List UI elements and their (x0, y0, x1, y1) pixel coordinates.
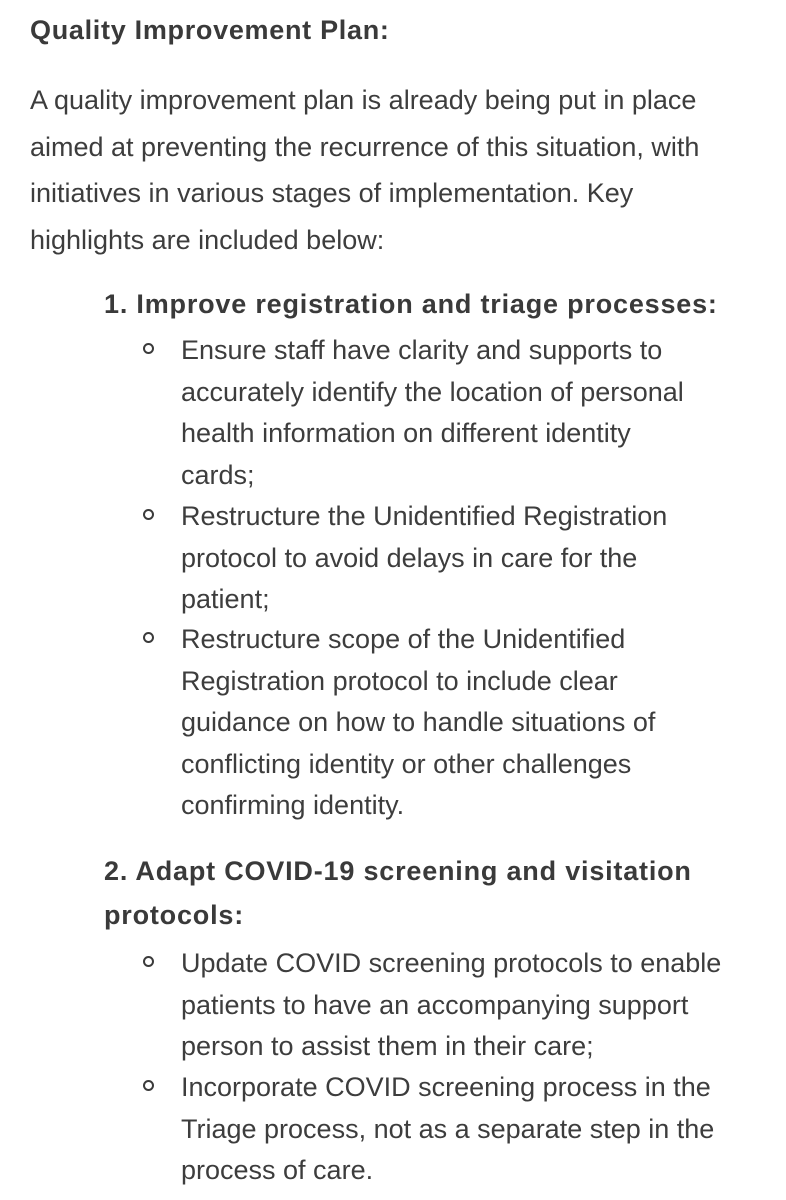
list-section-title-line: 2. Adapt COVID-19 screening and visitation (104, 856, 692, 886)
intro-line: aimed at preventing the recurrence of this situation, with (30, 131, 700, 162)
list-item-line: confirming identity. (181, 790, 405, 820)
list-section-title (104, 282, 718, 326)
list-item-line: Incorporate COVID screening process in the (181, 1072, 711, 1102)
list-item-line: health information on different identity (181, 418, 631, 448)
list-item-text (181, 330, 684, 496)
list-item-line: accurately identify the location of personal (181, 376, 684, 407)
list-section-title-line: protocols: (104, 900, 244, 930)
list-item-line: Update COVID screening protocols to enable (181, 948, 722, 978)
list-item-line: patient; (181, 584, 270, 614)
list-item-text (181, 943, 721, 1068)
list-item-line: process of care. (181, 1155, 374, 1185)
list-item-text (181, 1067, 714, 1192)
list-item-line: Registration protocol to include clear (181, 665, 618, 696)
intro-paragraph (30, 77, 770, 263)
circle-bullet-icon (143, 632, 154, 643)
list-item-text (181, 619, 655, 827)
list-item-line: Ensure staff have clarity and supports to (181, 335, 663, 365)
intro-line: highlights are included below: (30, 224, 385, 255)
circle-bullet-icon (143, 1080, 154, 1091)
list-item-text (181, 496, 667, 621)
circle-bullet-icon (143, 509, 154, 520)
list-item-line: Restructure scope of the Unidentified (181, 624, 626, 654)
section-heading: Quality Improvement Plan: (30, 15, 390, 45)
list-item-line: patients to have an accompanying support (181, 989, 689, 1020)
intro-line: A quality improvement plan is already being put in place (30, 85, 697, 115)
list-item-line: cards; (181, 459, 255, 490)
list-item-line: Triage process, not as a separate step in the (181, 1113, 715, 1144)
list-section-title (104, 849, 692, 937)
list-item-line: person to assist them in their care; (181, 1031, 594, 1061)
intro-line: initiatives in various stages of implementation. Key (30, 178, 634, 208)
circle-bullet-icon (143, 956, 154, 967)
list-item-line: conflicting identity or other challenges (181, 748, 632, 779)
circle-bullet-icon (143, 343, 154, 354)
list-item-line: protocol to avoid delays in care for the (181, 542, 638, 573)
list-item-line: guidance on how to handle situations of (181, 707, 656, 737)
list-section-title-line: 1. Improve registration and triage processes: (104, 289, 718, 319)
list-item-line: Restructure the Unidentified Registration (181, 501, 668, 531)
